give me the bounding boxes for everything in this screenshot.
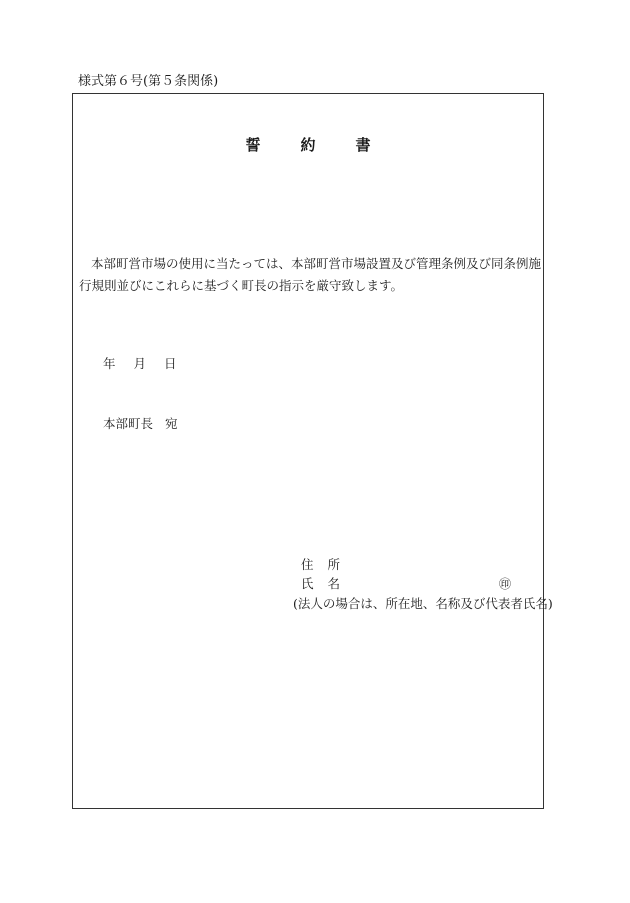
addressee-name: 本部町長 <box>103 416 154 431</box>
addressee <box>103 416 178 432</box>
address-label-1: 住 <box>301 557 314 572</box>
title-char-1: 誓 <box>245 136 261 154</box>
date-line <box>103 356 177 372</box>
seal-mark-icon: ㊞ <box>498 577 511 591</box>
document-frame <box>72 93 553 809</box>
date-month-label: 月 <box>133 356 147 371</box>
title-char-3: 書 <box>355 136 371 154</box>
signature-address-row <box>301 557 340 573</box>
signature-name-row <box>301 576 511 592</box>
address-label-2: 所 <box>327 557 341 572</box>
name-label-1: 氏 <box>301 576 314 591</box>
addressee-suffix: 宛 <box>165 416 178 431</box>
form-number-label: 様式第６号(第５条関係) <box>78 74 219 89</box>
signature-note: (法人の場合は、所在地、名称及び代表者氏名) <box>293 596 553 611</box>
date-day-label: 日 <box>164 356 177 371</box>
pledge-body-text: 本部町営市場の使用に当たっては、本部町営市場設置及び管理条例及び同条例施行規則並びにこれらに基づく町長の指示を厳守致します。 <box>79 256 542 293</box>
date-year-label: 年 <box>103 356 116 371</box>
name-label-2: 名 <box>327 576 341 591</box>
document-title <box>73 135 543 155</box>
title-char-2: 約 <box>300 136 316 154</box>
